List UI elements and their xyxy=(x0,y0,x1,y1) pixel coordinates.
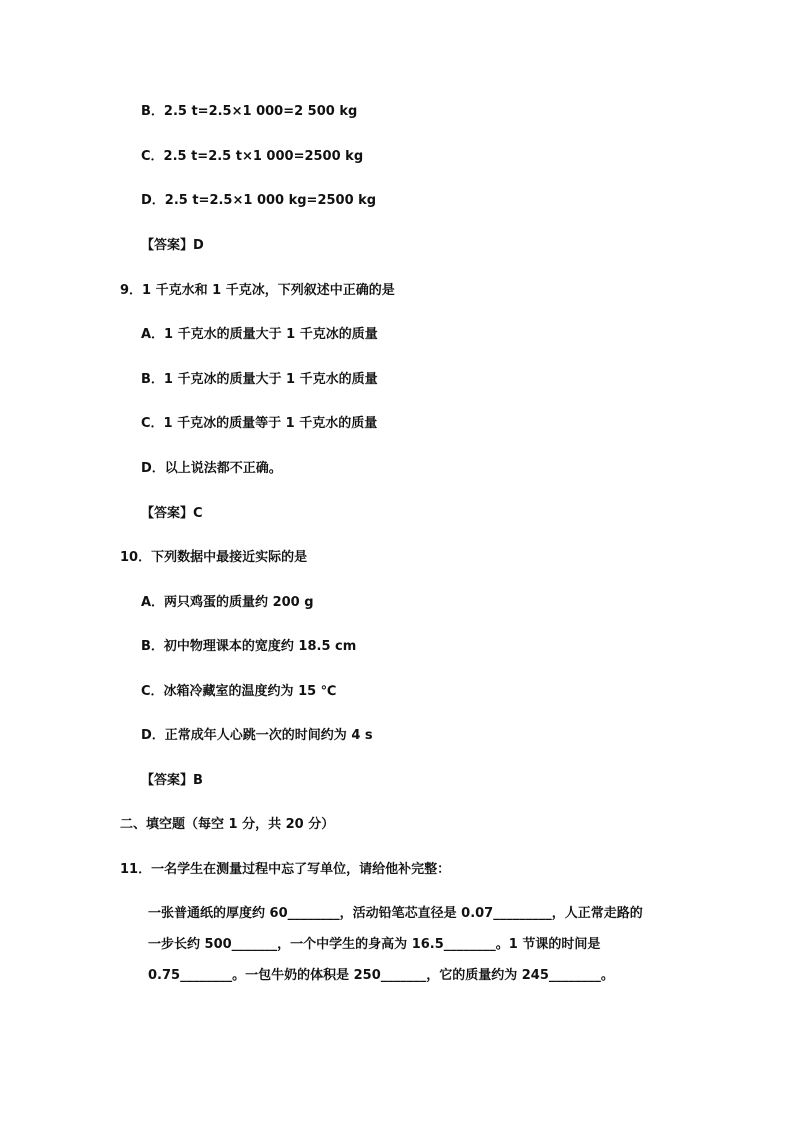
q10-option-d: D．正常成年人心跳一次的时间约为 4 s xyxy=(141,728,373,743)
q11-line-3: 0.75________。一包牛奶的体积是 250_______，它的质量约为 245________。 xyxy=(148,968,614,983)
q10-stem: 10．下列数据中最接近实际的是 xyxy=(120,550,308,565)
q9-option-c: C．1 千克冰的质量等于 1 千克水的质量 xyxy=(141,416,378,431)
q10-option-c: C．冰箱冷藏室的温度约为 15 ℃ xyxy=(141,684,337,699)
section-2-title: 二、填空题（每空 1 分，共 20 分） xyxy=(120,817,335,832)
q11-stem: 11．一名学生在测量过程中忘了写单位，请给他补完整： xyxy=(120,862,451,877)
q10-option-a: A．两只鸡蛋的质量约 200 g xyxy=(141,595,314,610)
q11-line-1: 一张普通纸的厚度约 60________，活动铅笔芯直径是 0.07_________，人正常走路的 xyxy=(148,906,643,921)
q9-option-a: A．1 千克水的质量大于 1 千克冰的质量 xyxy=(141,327,378,342)
q10-option-b: B．初中物理课本的宽度约 18.5 cm xyxy=(141,639,357,654)
q11-line-2: 一步长约 500_______，一个中学生的身高为 16.5________。1 节课的时间是 xyxy=(148,937,601,952)
q9-stem: 9．1 千克水和 1 千克冰，下列叙述中正确的是 xyxy=(120,283,395,298)
q9-option-b: B．1 千克冰的质量大于 1 千克水的质量 xyxy=(141,372,378,387)
q8-option-d: D．2.5 t=2.5×1 000 kg=2500 kg xyxy=(141,193,377,208)
q8-answer: 【答案】D xyxy=(141,238,204,253)
q10-answer: 【答案】B xyxy=(141,773,203,788)
q8-option-c: C．2.5 t=2.5 t×1 000=2500 kg xyxy=(141,149,364,164)
q8-option-b: B．2.5 t=2.5×1 000=2 500 kg xyxy=(141,104,358,119)
q9-answer: 【答案】C xyxy=(141,506,203,521)
q9-option-d: D．以上说法都不正确。 xyxy=(141,461,282,476)
q11-fill-paragraph xyxy=(148,898,678,991)
